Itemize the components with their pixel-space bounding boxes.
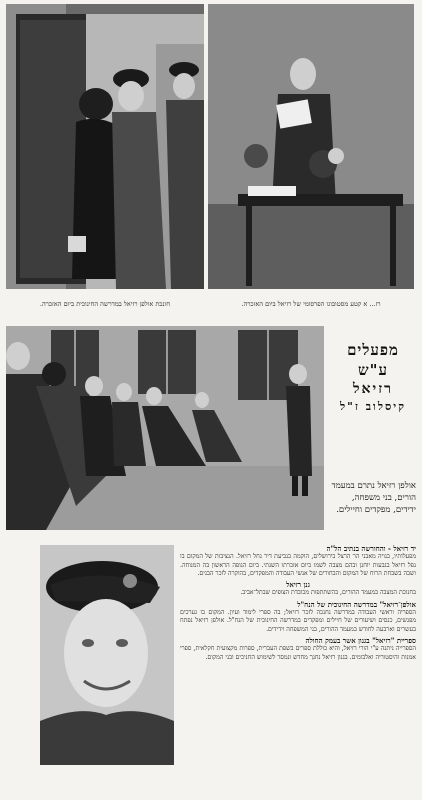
article-heading-3: אולפן־רזיאל" במדרשה החינוכית של הנח"ל — [297, 599, 416, 609]
panel-name-first: רזיאל — [353, 381, 393, 397]
photo-opening-ceremony — [6, 4, 204, 289]
panel-name-last: קיסלוב ז"ל — [339, 400, 407, 413]
article-paragraph-2: בחנוכת המצבה במעמד ההורים, בהשתתפות מכובדת הצופים שבתל־אביב. — [240, 589, 416, 597]
article-paragraph-4: הספרייה ניתנה ע"י הורי רזיאל, והיא כוללת ספרים בשפת העברית, ספרות מקצועית חקלאית, ספרי אמנות והיסטוריה ואלבומים. בגנון רזיאל נחנך מחדש ונמסר לשימוש החניכים ובני המקום. — [180, 645, 416, 661]
panel-title: מפעלים ע"ש — [347, 341, 399, 379]
article-column — [180, 545, 416, 780]
article-heading-1: יד רזיאל - והחורשה בנתיב הל"ה — [326, 545, 416, 553]
portrait-soldier-photo — [40, 545, 174, 765]
article-heading-4: ספריית "רזיאל" בגנון אשר בעמק החולה — [305, 635, 416, 645]
photo-speaker-at-table — [208, 4, 414, 289]
memorial-projects-panel — [330, 340, 416, 516]
article-paragraph-1: מפעלותיו, בנויה מאבני הר הרצל בירושלים, הוקמה בנביעת דיר נחל רזיאל. הנציבות של המקום בו נפל רזיאל בגבעות יוחנן ובהם מצבה לשמו ביום אזכרתו השנתי. ביום הנופה הראשון בה המנוחה. ושבה בשבחת הרוח של המקום והבחורים של אנשי העבודה והמפקדים, בהוקרה לזכר הבנים. — [180, 553, 416, 577]
photo-audience-hall — [6, 326, 324, 530]
caption-left-photo: חונכת אולפן רזיאל במדרשה החינוכית ביום האזכרה. — [39, 300, 171, 308]
panel-body-text: אולפן רזיאל נתרם במעמד הורים, בני משפחה, ידידים, מפקדים וחיילים. — [331, 481, 416, 515]
article-heading-2: גנן רזיאל — [286, 580, 310, 590]
article-paragraph-3: הספריה וראשי העבודה במדרשה נחנכה לזכר רזיאל; בה ספרי לימוד ועיון. המקום בו נערכים מפגשים, כנסים ושיעורים של חיילים ומפקדים במדרשה החינוכית של הנח"ל. אולפן רזיאל נפתח בעשרים וארבעה לחודש במעמד ההורים, בני המשפחה וידידים. — [180, 609, 416, 633]
caption-right-photo: רז... א קטע מסטובוגו הפרסומי של רזיאל ביום האזכרה. — [241, 300, 381, 308]
